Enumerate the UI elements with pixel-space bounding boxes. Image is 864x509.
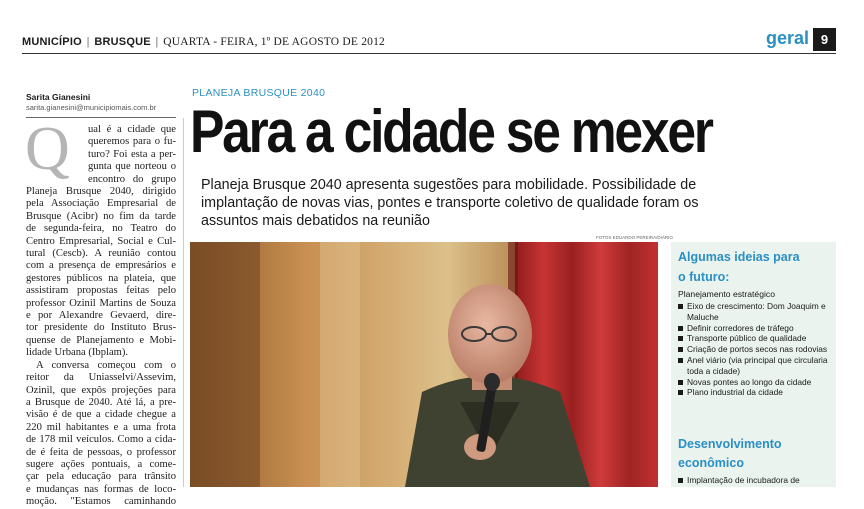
body-line: Centro Empresarial, Social e Cul- [26, 235, 176, 247]
byline-author: Sarita Gianesini [26, 92, 91, 102]
body-line: a Brusque de 2040. Até lá, a pre- [26, 396, 176, 408]
body-line: ual é a cidade que [88, 124, 176, 135]
body-line: e por Alexandre Gevaerd, dire- [26, 310, 176, 322]
folio-date: QUARTA - FEIRA, 1º DE AGOSTO DE 2012 [163, 36, 385, 48]
body-line: pela Associação Empresarial de [26, 198, 176, 210]
speaker-photo-image [190, 242, 658, 487]
dropcap: Q [25, 115, 70, 183]
folio: MUNICÍPIO | BRUSQUE | QUARTA - FEIRA, 1º DE AGOSTO DE 2012 [22, 36, 385, 48]
sidebar-list-item: Transporte público de qualidade [678, 333, 834, 344]
deck-line: Planeja Brusque 2040 apresenta sugestões para mobilidade. Possibilidade de [201, 177, 697, 193]
sidebar-list-item: Plano industrial da cidade [678, 387, 834, 398]
deck-line: implantação de novas vias, pontes e transporte coletivo de qualidade foram os [201, 195, 699, 211]
body-line: çar pela educação para trânsito [26, 471, 176, 483]
body-line: gestores públicos na plateia, que [26, 272, 176, 284]
header-rule [22, 53, 836, 54]
sidebar-list-item: Criação de portos secos nas rodovias [678, 344, 834, 355]
body-line: visão é de que a cidade chegue a [26, 409, 176, 421]
body-line: de 178 mil veículos. Como a cida- [26, 434, 176, 446]
body-line: 220 mil habitantes e a uma frota [26, 421, 176, 433]
body-text [26, 186, 176, 509]
body-line: A conversa começou com o [36, 359, 176, 371]
section-tag: geral [766, 28, 810, 48]
body-line: de é feita de pessoas, o professor [26, 446, 176, 458]
body-line: moção. "Estamos caminhando [26, 496, 176, 508]
photo-credit: FOTOS EDUARDO PEREIRA/DIÁRIO [596, 235, 673, 240]
body-line: gunta que norteou o [88, 161, 176, 173]
deck [201, 176, 761, 230]
body-line: reitor da Uniasselvi/Assevim, [26, 372, 176, 384]
body-line: assistiram propostas feitas pelo [26, 285, 176, 297]
sidebar-list-item: Novas pontes ao longo da cidade [678, 377, 834, 388]
sidebar-list [678, 301, 834, 398]
body-line: quense de Planejamento e Mobi- [26, 334, 176, 346]
byline-email: sarita.gianesini@municipiomais.com.br [26, 103, 157, 112]
body-line: com a presença de empresários e [26, 260, 176, 272]
folio-section: MUNICÍPIO [22, 36, 82, 48]
body-line: turo? Foi esta a per- [88, 148, 176, 160]
sidebar-title-line-2: o futuro: [678, 270, 730, 284]
headline: Para a cidade se mexer [190, 98, 712, 165]
sidebar-title: Algumas ideias para [678, 250, 800, 264]
body-line: lidade Urbana (Ibplam). [26, 347, 129, 359]
column-rule [183, 118, 184, 487]
speaker-photo [190, 242, 658, 487]
body-line: tural (Cescb). A reunião contou [26, 248, 176, 260]
sidebar-subtitle: Planejamento estratégico [678, 289, 775, 299]
body-line: sugere ações pontuais, a come- [26, 458, 176, 470]
body-line: e mudanças nas formas de loco- [26, 483, 176, 495]
folio-city: BRUSQUE [94, 36, 151, 48]
page-number: 9 [813, 28, 836, 51]
body-line: Ozinil, que expôs projeções para [26, 384, 176, 396]
body-text-indented [88, 124, 176, 186]
sidebar-title-2-line-2: econômico [678, 456, 744, 470]
body-line: tor presidente do Instituto Brus- [26, 322, 176, 334]
deck-line: assuntos mais debatidos na reunião [201, 213, 430, 229]
sidebar-list-item: Eixo de crescimento: Dom Joaquim e Maluche [678, 301, 834, 323]
body-line: queremos para o fu- [88, 136, 176, 148]
body-line: professor Ozinil Martins de Souza [26, 297, 176, 309]
sidebar-list-item: Definir corredores de tráfego [678, 323, 834, 334]
sidebar-list-item: Implantação de incubadora de [678, 475, 834, 486]
sidebar-list-item: Anel viário (via principal que circularia toda a cidade) [678, 355, 834, 377]
body-line: encontro do grupo [88, 173, 176, 185]
sidebar-list-2 [678, 475, 834, 486]
sidebar-title-2: Desenvolvimento [678, 437, 782, 451]
body-line: Planeja Brusque 2040, dirigido [26, 186, 176, 197]
body-line: de segunda-feira, no Teatro do [26, 223, 176, 235]
kicker: PLANEJA BRUSQUE 2040 [192, 87, 326, 99]
body-line: Brusque (Acibr) no fim da tarde [26, 210, 176, 222]
